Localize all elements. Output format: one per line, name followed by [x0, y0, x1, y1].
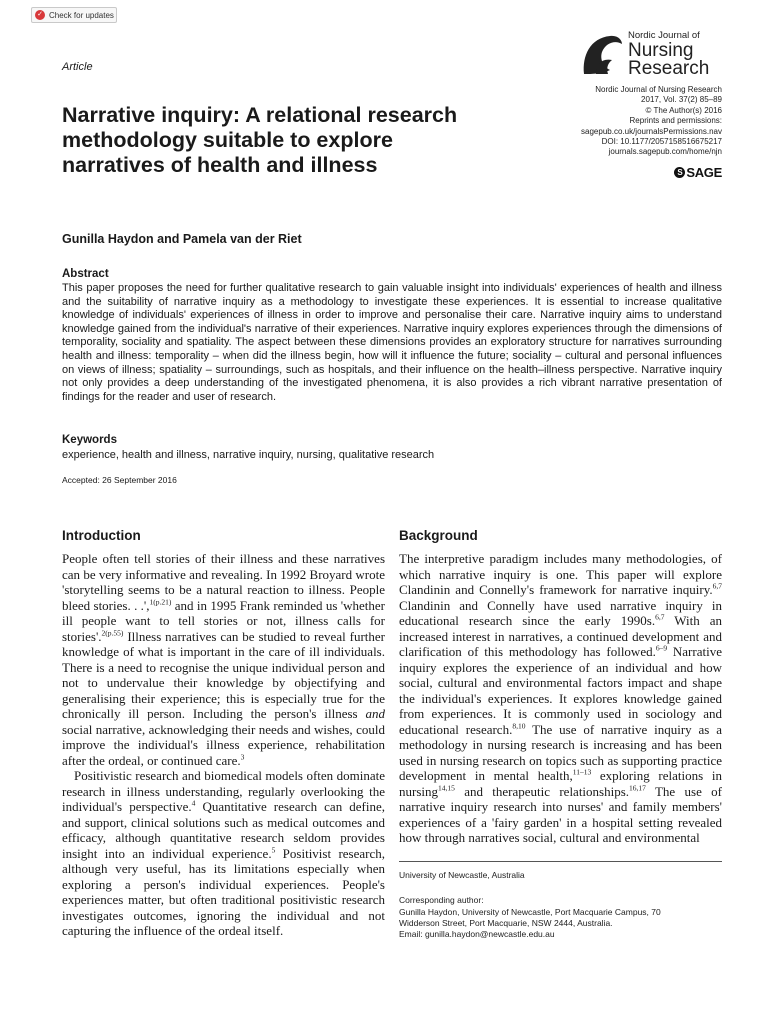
footnote-divider: [399, 861, 722, 862]
update-icon: ✓: [35, 10, 45, 20]
meta-journal: Nordic Journal of Nursing Research: [595, 85, 722, 94]
citation[interactable]: 5: [271, 845, 276, 855]
citation[interactable]: 6,7: [655, 612, 665, 622]
intro-paragraph-1: People often tell stories of their illness and these narratives can be very informative and revealing. In 1992 Broyard wrote 'storytelling seems to be a natural reaction to illness. People bleed stories. . .',$^{1(p.21)}$ and in 1995 Frank reminded us 'whether ill people want to tell stories or not, illness calls for stories'.$^{2(p.55)}$ Illness narratives can be studied to reveal further knowledge of what is important in the care of ill individuals. There is a need to recognise the unique individual person and not to undervalue their knowledge by objectifying and generalising their experience; this is especially true for the chronically ill person. Including the person's illness and social narrative, acknowledging their needs and wishes, could improve the individual's illness experience, rehabilitation after the ordeal, or continued care.$^3$: [62, 551, 386, 768]
citation[interactable]: 8,10: [512, 721, 526, 731]
citation[interactable]: 2(p.55): [101, 628, 124, 638]
keywords-text: experience, health and illness, narrative inquiry, nursing, qualitative research: [62, 449, 435, 461]
meta-volume: 2017, Vol. 37(2) 85–89: [641, 95, 722, 105]
meta-permissions-link[interactable]: sagepub.co.uk/journalsPermissions.nav: [581, 126, 722, 136]
address-line-2: Widderson Street, Port Macquarie, NSW 2444, Australia.: [399, 918, 613, 928]
meta-homepage-link[interactable]: journals.sagepub.com/home/njn: [608, 147, 722, 157]
author-email[interactable]: Email: gunilla.haydon@newcastle.edu.au: [399, 929, 555, 939]
journal-meta: [581, 85, 722, 158]
journal-logo: [580, 28, 726, 80]
badge-label: Check for updates: [49, 10, 114, 20]
affiliation: University of Newcastle, Australia: [399, 870, 525, 880]
abstract-text: This paper proposes the need for further qualitative research to gain valuable insight into individuals' experiences of health and illness and the suitability of narrative inquiry as a methodology to investigate these experiences. It is essential to increase qualitative knowledge of individuals' experiences of illness in order to improve and personalise their care. Narrative inquiry aims to understand knowledge gained from the individual's narrative of their experiences. Narrative inquiry explores experiences through the dimensions of temporality, sociality and spatiality. The aspect between these dimensions provides an exploratory structure for narratives surrounding health and illness: temporality – when did the illness begin, how will it influence the future; sociality – cultural and personal influences on views of illness; spatiality – surroundings, such as hospitals, and their influence on the health–illness perspective. Narrative inquiry not only provides a deep understanding of the investigated phenomena, it is also provides a rich vibrant narrative presentation of findings for the reader and user of research.: [62, 282, 722, 403]
logo-line2: Research: [628, 58, 710, 79]
background-body: [399, 551, 722, 846]
article-type-label: Article: [62, 61, 93, 73]
wave-logo-icon: [580, 30, 624, 76]
abstract-heading: Abstract: [62, 268, 109, 280]
sage-icon: S: [674, 167, 685, 178]
citation[interactable]: 14,15: [438, 783, 455, 793]
logo-small-text: Nordic Journal of: [628, 30, 700, 41]
background-heading: Background: [399, 528, 478, 543]
citation[interactable]: 11–13: [572, 767, 592, 777]
introduction-body: [62, 551, 385, 939]
logo-line1: Nursing: [628, 40, 694, 61]
meta-copyright: © The Author(s) 2016: [645, 105, 722, 115]
introduction-heading: Introduction: [62, 528, 141, 543]
title-line-1: Narrative inquiry: A relational research: [62, 103, 458, 127]
citation[interactable]: 6,7: [712, 581, 722, 591]
citation[interactable]: 3: [240, 752, 245, 762]
article-title: [62, 103, 532, 178]
corresponding-author-heading: Corresponding author:: [399, 895, 484, 905]
check-for-updates-badge[interactable]: [31, 7, 117, 23]
meta-reprints: Reprints and permissions:: [629, 116, 722, 126]
citation[interactable]: 1(p.21): [149, 597, 172, 607]
accepted-date: Accepted: 26 September 2016: [62, 475, 177, 485]
intro-paragraph-2: Positivistic research and biomedical models often dominate research in illness understanding, regularly overlooking the individual's perspective.$^4$ Quantitative research can define, and support, clinical solutions such as medical outcomes and efficacy, although quantitative research seldom provides insight into an individual experience.$^5$ Positivist research, although very useful, has its limitations especially when exploring a person's individual experiences. People's experiences matter, but often traditional positivistic research investigates outcomes, ignoring the individual and not capturing the influence of the ordeal itself.: [62, 768, 386, 938]
publisher-name: SAGE: [686, 165, 722, 180]
corresponding-author-address: [399, 907, 661, 940]
meta-doi[interactable]: DOI: 10.1177/2057158516675217: [601, 137, 722, 147]
authors: Gunilla Haydon and Pamela van der Riet: [62, 232, 302, 246]
background-paragraph: The interpretive paradigm includes many methodologies, of which narrative inquiry is one. This paper will explore Clandinin and Connelly's framework for narrative inquiry.$^{6,7}$ Clandinin and Connelly have used narrative inquiry in educational research since the early 1990s.$^{6,7}$ With an increased interest in narratives, a continued development and clarification of this methodology has followed.$^{6-9}$ Narrative inquiry explores the experience of an individual and how social, cultural and environmental factors impact and shape the individual's experiences. It explores knowledge gained from experiences. It is commonly used in sociology and educational research.$^{8,10}$ The use of narrative inquiry as a methodology in nursing research is increasing and has been used in nursing research on topics such as supporting practice development in mental health,$^{11-13}$ exploring relations in nursing$^{14,15}$ and therapeutic relationships.$^{16,17}$ The use of narrative inquiry research into nurses' and family members' experiences of a 'fairy garden' in a hospital setting revealed how through narratives social, cultural and environmental: [399, 551, 722, 845]
keywords-heading: Keywords: [62, 434, 117, 446]
title-line-2: methodology suitable to explore: [62, 128, 393, 152]
publisher-logo: [674, 165, 722, 180]
citation[interactable]: 4: [191, 798, 196, 808]
citation[interactable]: 16,17: [629, 783, 646, 793]
title-line-3: narratives of health and illness: [62, 153, 378, 177]
address-line-1: Gunilla Haydon, University of Newcastle, Port Macquarie Campus, 70: [399, 907, 661, 917]
citation[interactable]: 6–9: [655, 643, 668, 653]
